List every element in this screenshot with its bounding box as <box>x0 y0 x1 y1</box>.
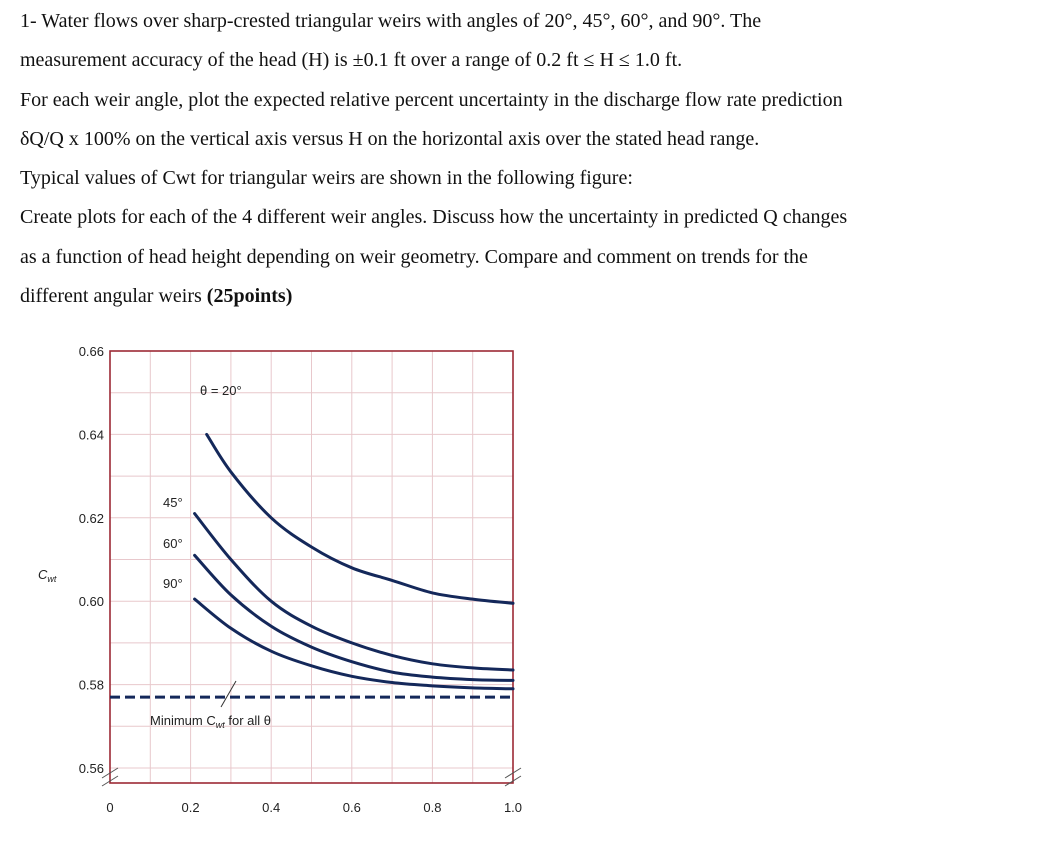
y-tick-label: 0.58 <box>78 677 104 693</box>
problem-line-8-text: different angular weirs <box>20 285 207 308</box>
y-tick-labels <box>79 344 104 776</box>
series-label-90: 90° <box>163 576 183 591</box>
problem-line-4: δQ/Q x 100% on the vertical axis versus H on the horizontal axis over the stated head range. <box>20 127 760 150</box>
y-tick-label: 0.56 <box>78 761 104 776</box>
y-axis-label: $C_{wt}$ <box>38 567 57 584</box>
series-curve-1 <box>195 514 513 670</box>
x-tick-label: 0.8 <box>423 800 442 815</box>
y-tick-label: 0.60 <box>78 594 104 610</box>
series-group <box>195 434 513 688</box>
problem-line-1: 1- Water flows over sharp-crested triangular weirs with angles of 20°, 45°, 60°, and 90°. The <box>20 10 762 32</box>
problem-line-5: Typical values of Cwt for triangular weirs are shown in the following figure: <box>20 167 633 190</box>
points-label: (25points) <box>206 285 293 308</box>
series-label-20: θ = 20° <box>200 383 242 398</box>
min-line-annotation: Minimum $C_{wt}$ for all θ <box>150 713 271 730</box>
problem-line-3: For each weir angle, plot the expected relative percent uncertainty in the discharge flow rate prediction <box>20 88 843 111</box>
series-label-60: 60° <box>163 536 183 551</box>
x-tick-label: 1.0 <box>503 800 523 815</box>
x-tick-labels <box>106 800 522 815</box>
cwt-chart <box>0 335 560 825</box>
series-label-45: 45° <box>163 495 183 510</box>
problem-line-7: as a function of head height depending on weir geometry. Compare and comment on trends for the <box>20 245 808 268</box>
y-tick-label: 0.64 <box>78 427 104 443</box>
x-tick-label: 0 <box>106 800 114 815</box>
x-tick-label: 0.6 <box>342 800 361 815</box>
problem-line-2: measurement accuracy of the head (H) is ±0.1 ft over a range of 0.2 ft ≤ H ≤ 1.0 ft. <box>20 49 683 72</box>
y-tick-label: 0.62 <box>78 510 104 526</box>
y-tick-label: 0.66 <box>78 344 104 359</box>
series-curve-0 <box>207 434 513 603</box>
problem-statement <box>20 6 1030 320</box>
problem-line-8 <box>20 281 1030 320</box>
x-tick-label: 0.4 <box>262 800 281 815</box>
x-tick-label: 0.2 <box>181 800 200 815</box>
problem-line-6: Create plots for each of the 4 different weir angles. Discuss how the uncertainty in predicted Q changes <box>20 206 848 229</box>
